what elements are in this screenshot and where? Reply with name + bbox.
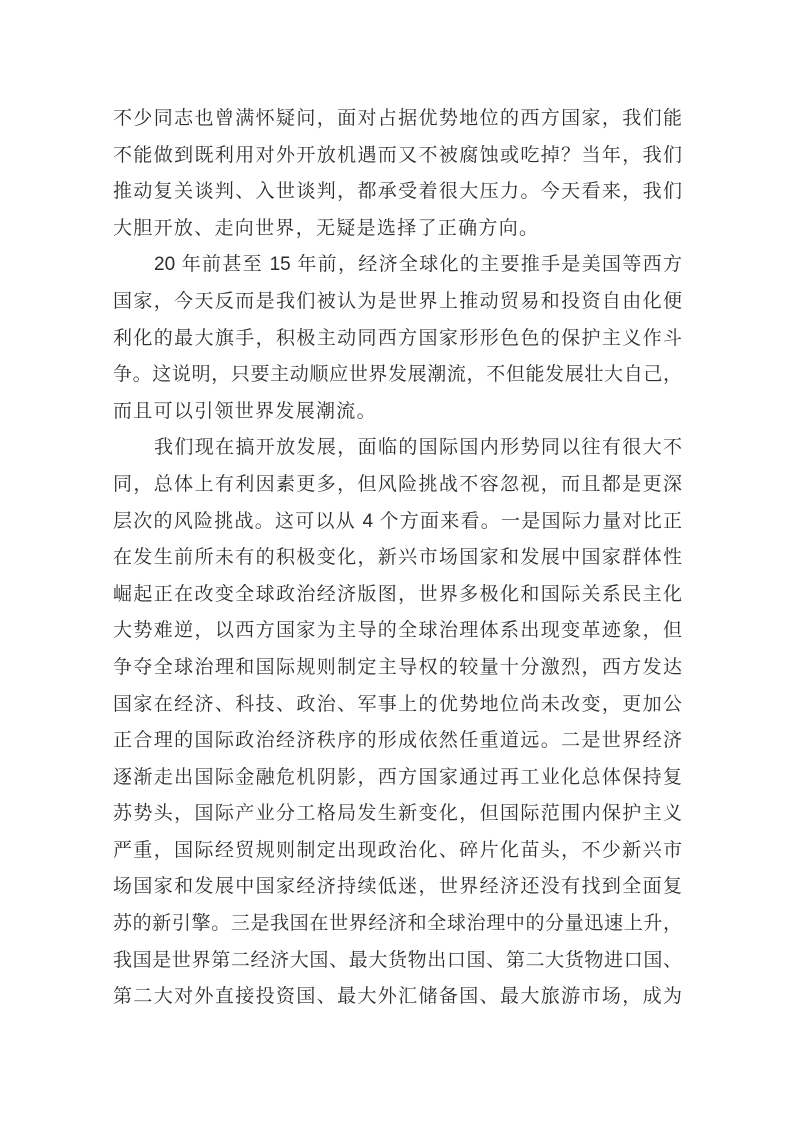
text-line: 大势难逆，以西方国家为主导的全球治理体系出现变革迹象，但 <box>113 620 682 642</box>
text-line: 国家在经济、科技、政治、军事上的优势地位尚未改变，更加公 <box>113 693 682 715</box>
text-line: 苏的新引擎。三是我国在世界经济和全球治理中的分量迅速上升， <box>113 913 682 935</box>
text-line: 同，总体上有利因素更多，但风险挑战不容忽视，而且都是更深 <box>113 473 682 495</box>
text-line: 不能做到既利用对外开放机遇而又不被腐蚀或吃掉？当年，我们 <box>113 144 682 166</box>
text-line: 正合理的国际政治经济秩序的形成依然任重道远。二是世界经济 <box>113 730 682 752</box>
text-line: 我国是世界第二经济大国、最大货物出口国、第二大货物进口国、 <box>113 949 682 971</box>
text-line: 崛起正在改变全球政治经济版图，世界多极化和国际关系民主化 <box>113 583 682 605</box>
text-line: 争。这说明，只要主动顺应世界发展潮流，不但能发展壮大自己， <box>113 364 682 386</box>
text-line: 大胆开放、走向世界，无疑是选择了正确方向。 <box>113 217 540 239</box>
text-line: 逐渐走出国际金融危机阴影，西方国家通过再工业化总体保持复 <box>113 766 682 788</box>
text-line: 严重，国际经贸规则制定出现政治化、碎片化苗头，不少新兴市 <box>113 839 682 861</box>
text-line: 争夺全球治理和国际规则制定主导权的较量十分激烈，西方发达 <box>113 656 682 678</box>
text-line: 场国家和发展中国家经济持续低迷，世界经济还没有找到全面复 <box>113 876 682 898</box>
text-line: 利化的最大旗手，积极主动同西方国家形形色色的保护主义作斗 <box>113 327 682 349</box>
text-line: 我们现在搞开放发展，面临的国际国内形势同以往有很大不 <box>154 437 682 459</box>
text-line: 20 年前甚至 15 年前，经济全球化的主要推手是美国等西方 <box>154 254 682 276</box>
document-text-block <box>113 101 682 1016</box>
text-line: 推动复关谈判、入世谈判，都承受着很大压力。今天看来，我们 <box>113 181 682 203</box>
text-line: 而且可以引领世界发展潮流。 <box>113 400 377 422</box>
text-line: 在发生前所未有的积极变化，新兴市场国家和发展中国家群体性 <box>113 547 682 569</box>
text-line: 层次的风险挑战。这可以从 4 个方面来看。一是国际力量对比正 <box>113 510 682 532</box>
text-line: 苏势头，国际产业分工格局发生新变化，但国际范围内保护主义 <box>113 803 682 825</box>
text-line: 国家，今天反而是我们被认为是世界上推动贸易和投资自由化便 <box>113 290 682 312</box>
text-line: 不少同志也曾满怀疑问，面对占据优势地位的西方国家，我们能 <box>113 108 682 129</box>
text-line: 第二大对外直接投资国、最大外汇储备国、最大旅游市场，成为 <box>113 986 682 1008</box>
